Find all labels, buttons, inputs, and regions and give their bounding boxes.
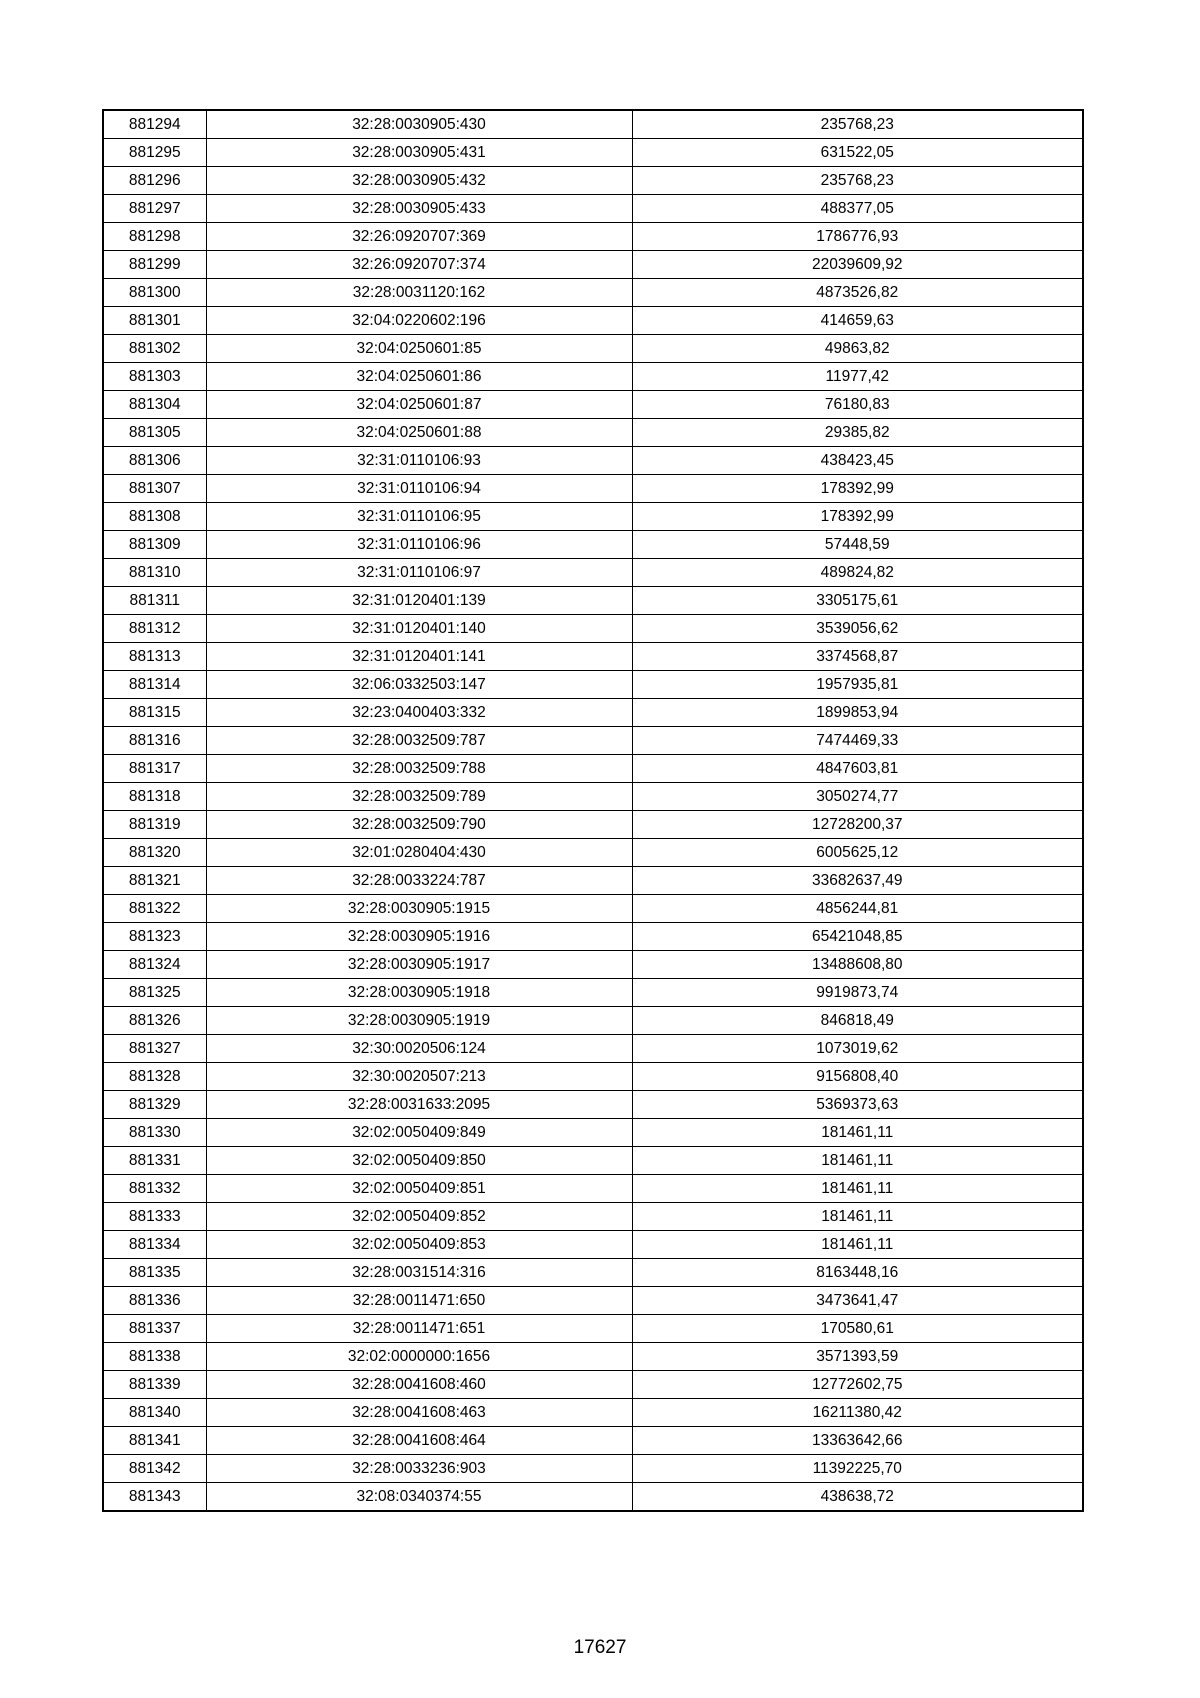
cadastral-value-cell: 438423,45: [632, 447, 1083, 475]
cadastral-value-cell: 3539056,62: [632, 615, 1083, 643]
cadastral-number-cell: 32:28:0031120:162: [206, 279, 632, 307]
cadastral-number-cell: 32:31:0110106:94: [206, 475, 632, 503]
cadastral-number-cell: 32:28:0030905:1915: [206, 895, 632, 923]
cadastral-value-cell: 3050274,77: [632, 783, 1083, 811]
row-number-cell: 881310: [103, 559, 206, 587]
table-row: [103, 1175, 1083, 1203]
row-number-cell: 881302: [103, 335, 206, 363]
table-row: [103, 1063, 1083, 1091]
cadastral-number-cell: 32:26:0920707:369: [206, 223, 632, 251]
row-number-cell: 881324: [103, 951, 206, 979]
row-number-cell: 881323: [103, 923, 206, 951]
cadastral-number-cell: 32:02:0050409:850: [206, 1147, 632, 1175]
cadastral-number-cell: 32:04:0220602:196: [206, 307, 632, 335]
cadastral-value-cell: 178392,99: [632, 503, 1083, 531]
cadastral-number-cell: 32:04:0250601:86: [206, 363, 632, 391]
row-number-cell: 881315: [103, 699, 206, 727]
cadastral-number-cell: 32:31:0110106:95: [206, 503, 632, 531]
cadastral-number-cell: 32:01:0280404:430: [206, 839, 632, 867]
row-number-cell: 881334: [103, 1231, 206, 1259]
cadastral-value-cell: 57448,59: [632, 531, 1083, 559]
row-number-cell: 881340: [103, 1399, 206, 1427]
row-number-cell: 881295: [103, 139, 206, 167]
table-row: [103, 783, 1083, 811]
table-row: [103, 1315, 1083, 1343]
cadastral-number-cell: 32:28:0030905:1919: [206, 1007, 632, 1035]
table-row: [103, 1231, 1083, 1259]
cadastral-value-cell: 631522,05: [632, 139, 1083, 167]
cadastral-number-cell: 32:02:0000000:1656: [206, 1343, 632, 1371]
cadastral-value-cell: 49863,82: [632, 335, 1083, 363]
cadastral-value-cell: 33682637,49: [632, 867, 1083, 895]
cadastral-number-cell: 32:28:0041608:460: [206, 1371, 632, 1399]
cadastral-value-cell: 1957935,81: [632, 671, 1083, 699]
row-number-cell: 881333: [103, 1203, 206, 1231]
table-row: [103, 167, 1083, 195]
cadastral-number-cell: 32:26:0920707:374: [206, 251, 632, 279]
cadastral-number-cell: 32:04:0250601:88: [206, 419, 632, 447]
cadastral-number-cell: 32:31:0120401:139: [206, 587, 632, 615]
row-number-cell: 881332: [103, 1175, 206, 1203]
table-row: [103, 531, 1083, 559]
row-number-cell: 881325: [103, 979, 206, 1007]
table-row: [103, 363, 1083, 391]
cadastral-number-cell: 32:30:0020506:124: [206, 1035, 632, 1063]
row-number-cell: 881319: [103, 811, 206, 839]
row-number-cell: 881309: [103, 531, 206, 559]
cadastral-number-cell: 32:02:0050409:851: [206, 1175, 632, 1203]
cadastral-value-cell: 235768,23: [632, 110, 1083, 139]
cadastral-value-cell: 16211380,42: [632, 1399, 1083, 1427]
cadastral-value-cell: 181461,11: [632, 1203, 1083, 1231]
row-number-cell: 881330: [103, 1119, 206, 1147]
cadastral-value-cell: 235768,23: [632, 167, 1083, 195]
table-row: [103, 1147, 1083, 1175]
table-row: [103, 1399, 1083, 1427]
table-row: [103, 1091, 1083, 1119]
table-row: [103, 447, 1083, 475]
table-row: [103, 1455, 1083, 1483]
cadastral-number-cell: 32:28:0031633:2095: [206, 1091, 632, 1119]
page-number: 17627: [573, 1637, 627, 1658]
cadastral-value-cell: 181461,11: [632, 1147, 1083, 1175]
row-number-cell: 881320: [103, 839, 206, 867]
row-number-cell: 881299: [103, 251, 206, 279]
cadastral-number-cell: 32:28:0011471:651: [206, 1315, 632, 1343]
cadastral-value-cell: 414659,63: [632, 307, 1083, 335]
cadastral-number-cell: 32:28:0032509:787: [206, 727, 632, 755]
row-number-cell: 881338: [103, 1343, 206, 1371]
table-row: [103, 110, 1083, 139]
row-number-cell: 881326: [103, 1007, 206, 1035]
cadastral-number-cell: 32:31:0120401:141: [206, 643, 632, 671]
cadastral-value-cell: 181461,11: [632, 1175, 1083, 1203]
row-number-cell: 881329: [103, 1091, 206, 1119]
cadastral-value-cell: 12772602,75: [632, 1371, 1083, 1399]
table-row: [103, 195, 1083, 223]
row-number-cell: 881328: [103, 1063, 206, 1091]
cadastral-value-cell: 29385,82: [632, 419, 1083, 447]
row-number-cell: 881305: [103, 419, 206, 447]
table-row: [103, 951, 1083, 979]
cadastral-number-cell: 32:02:0050409:852: [206, 1203, 632, 1231]
cadastral-value-cell: 12728200,37: [632, 811, 1083, 839]
cadastral-value-cell: 9156808,40: [632, 1063, 1083, 1091]
cadastral-number-cell: 32:04:0250601:85: [206, 335, 632, 363]
table-body: [103, 110, 1083, 1511]
cadastral-number-cell: 32:28:0033236:903: [206, 1455, 632, 1483]
row-number-cell: 881337: [103, 1315, 206, 1343]
table-row: [103, 839, 1083, 867]
cadastral-number-cell: 32:23:0400403:332: [206, 699, 632, 727]
cadastral-value-cell: 1899853,94: [632, 699, 1083, 727]
cadastral-number-cell: 32:02:0050409:853: [206, 1231, 632, 1259]
cadastral-value-cell: 11392225,70: [632, 1455, 1083, 1483]
cadastral-value-cell: 846818,49: [632, 1007, 1083, 1035]
cadastral-value-cell: 170580,61: [632, 1315, 1083, 1343]
cadastral-number-cell: 32:28:0033224:787: [206, 867, 632, 895]
table-row: [103, 615, 1083, 643]
cadastral-number-cell: 32:08:0340374:55: [206, 1483, 632, 1512]
table-row: [103, 923, 1083, 951]
cadastral-number-cell: 32:31:0110106:93: [206, 447, 632, 475]
cadastral-number-cell: 32:28:0011471:650: [206, 1287, 632, 1315]
row-number-cell: 881339: [103, 1371, 206, 1399]
cadastral-value-cell: 8163448,16: [632, 1259, 1083, 1287]
row-number-cell: 881336: [103, 1287, 206, 1315]
table-row: [103, 391, 1083, 419]
cadastral-value-cell: 4873526,82: [632, 279, 1083, 307]
cadastral-number-cell: 32:31:0120401:140: [206, 615, 632, 643]
cadastral-number-cell: 32:28:0030905:431: [206, 139, 632, 167]
cadastral-number-cell: 32:02:0050409:849: [206, 1119, 632, 1147]
row-number-cell: 881308: [103, 503, 206, 531]
cadastral-value-cell: 488377,05: [632, 195, 1083, 223]
table-row: [103, 699, 1083, 727]
row-number-cell: 881314: [103, 671, 206, 699]
row-number-cell: 881301: [103, 307, 206, 335]
cadastral-value-cell: 181461,11: [632, 1119, 1083, 1147]
row-number-cell: 881298: [103, 223, 206, 251]
cadastral-value-cell: 11977,42: [632, 363, 1083, 391]
cadastral-number-cell: 32:28:0032509:790: [206, 811, 632, 839]
cadastral-value-cell: 1073019,62: [632, 1035, 1083, 1063]
row-number-cell: 881331: [103, 1147, 206, 1175]
table-row: [103, 139, 1083, 167]
cadastral-value-cell: 178392,99: [632, 475, 1083, 503]
table-row: [103, 811, 1083, 839]
row-number-cell: 881342: [103, 1455, 206, 1483]
row-number-cell: 881318: [103, 783, 206, 811]
table-row: [103, 1203, 1083, 1231]
table-row: [103, 643, 1083, 671]
cadastral-number-cell: 32:31:0110106:97: [206, 559, 632, 587]
table-row: [103, 867, 1083, 895]
cadastral-number-cell: 32:28:0030905:430: [206, 110, 632, 139]
row-number-cell: 881297: [103, 195, 206, 223]
row-number-cell: 881300: [103, 279, 206, 307]
cadastral-number-cell: 32:28:0030905:1918: [206, 979, 632, 1007]
table-row: [103, 755, 1083, 783]
table-row: [103, 1035, 1083, 1063]
cadastral-number-cell: 32:28:0041608:464: [206, 1427, 632, 1455]
table-row: [103, 475, 1083, 503]
table-row: [103, 251, 1083, 279]
row-number-cell: 881306: [103, 447, 206, 475]
cadastral-number-cell: 32:28:0031514:316: [206, 1259, 632, 1287]
row-number-cell: 881307: [103, 475, 206, 503]
cadastral-number-cell: 32:06:0332503:147: [206, 671, 632, 699]
cadastral-value-cell: 3374568,87: [632, 643, 1083, 671]
table-row: [103, 671, 1083, 699]
cadastral-number-cell: 32:28:0030905:1917: [206, 951, 632, 979]
table-row: [103, 419, 1083, 447]
cadastral-value-cell: 22039609,92: [632, 251, 1083, 279]
table-row: [103, 895, 1083, 923]
cadastral-value-cell: 7474469,33: [632, 727, 1083, 755]
table-row: [103, 279, 1083, 307]
cadastral-number-cell: 32:28:0032509:788: [206, 755, 632, 783]
cadastral-value-cell: 6005625,12: [632, 839, 1083, 867]
cadastral-number-cell: 32:28:0030905:433: [206, 195, 632, 223]
table-row: [103, 1427, 1083, 1455]
table-row: [103, 1007, 1083, 1035]
table-row: [103, 1287, 1083, 1315]
row-number-cell: 881317: [103, 755, 206, 783]
row-number-cell: 881304: [103, 391, 206, 419]
row-number-cell: 881327: [103, 1035, 206, 1063]
table-row: [103, 335, 1083, 363]
cadastral-value-cell: 5369373,63: [632, 1091, 1083, 1119]
cadastral-value-cell: 4856244,81: [632, 895, 1083, 923]
table-row: [103, 223, 1083, 251]
table-row: [103, 307, 1083, 335]
table-row: [103, 587, 1083, 615]
cadastral-value-cell: 65421048,85: [632, 923, 1083, 951]
row-number-cell: 881303: [103, 363, 206, 391]
table-row: [103, 727, 1083, 755]
cadastral-value-cell: 438638,72: [632, 1483, 1083, 1512]
row-number-cell: 881311: [103, 587, 206, 615]
cadastral-value-cell: 1786776,93: [632, 223, 1083, 251]
cadastral-value-cell: 3571393,59: [632, 1343, 1083, 1371]
row-number-cell: 881296: [103, 167, 206, 195]
cadastral-number-cell: 32:28:0032509:789: [206, 783, 632, 811]
table-row: [103, 1259, 1083, 1287]
cadastral-number-cell: 32:31:0110106:96: [206, 531, 632, 559]
table-row: [103, 1483, 1083, 1512]
cadastral-value-cell: 4847603,81: [632, 755, 1083, 783]
cadastral-number-cell: 32:28:0030905:1916: [206, 923, 632, 951]
table-row: [103, 979, 1083, 1007]
cadastral-value-cell: 13363642,66: [632, 1427, 1083, 1455]
cadastral-value-cell: 76180,83: [632, 391, 1083, 419]
cadastral-value-cell: 3473641,47: [632, 1287, 1083, 1315]
row-number-cell: 881321: [103, 867, 206, 895]
table-row: [103, 1371, 1083, 1399]
cadastral-value-cell: 181461,11: [632, 1231, 1083, 1259]
row-number-cell: 881313: [103, 643, 206, 671]
row-number-cell: 881316: [103, 727, 206, 755]
cadastral-value-cell: 3305175,61: [632, 587, 1083, 615]
row-number-cell: 881294: [103, 110, 206, 139]
cadastral-value-table: [102, 109, 1084, 1512]
cadastral-number-cell: 32:28:0030905:432: [206, 167, 632, 195]
cadastral-number-cell: 32:04:0250601:87: [206, 391, 632, 419]
row-number-cell: 881312: [103, 615, 206, 643]
row-number-cell: 881343: [103, 1483, 206, 1512]
cadastral-value-cell: 9919873,74: [632, 979, 1083, 1007]
row-number-cell: 881322: [103, 895, 206, 923]
cadastral-number-cell: 32:28:0041608:463: [206, 1399, 632, 1427]
cadastral-value-cell: 489824,82: [632, 559, 1083, 587]
row-number-cell: 881335: [103, 1259, 206, 1287]
table-row: [103, 1343, 1083, 1371]
table-row: [103, 559, 1083, 587]
table-row: [103, 1119, 1083, 1147]
cadastral-number-cell: 32:30:0020507:213: [206, 1063, 632, 1091]
cadastral-value-cell: 13488608,80: [632, 951, 1083, 979]
table-row: [103, 503, 1083, 531]
row-number-cell: 881341: [103, 1427, 206, 1455]
